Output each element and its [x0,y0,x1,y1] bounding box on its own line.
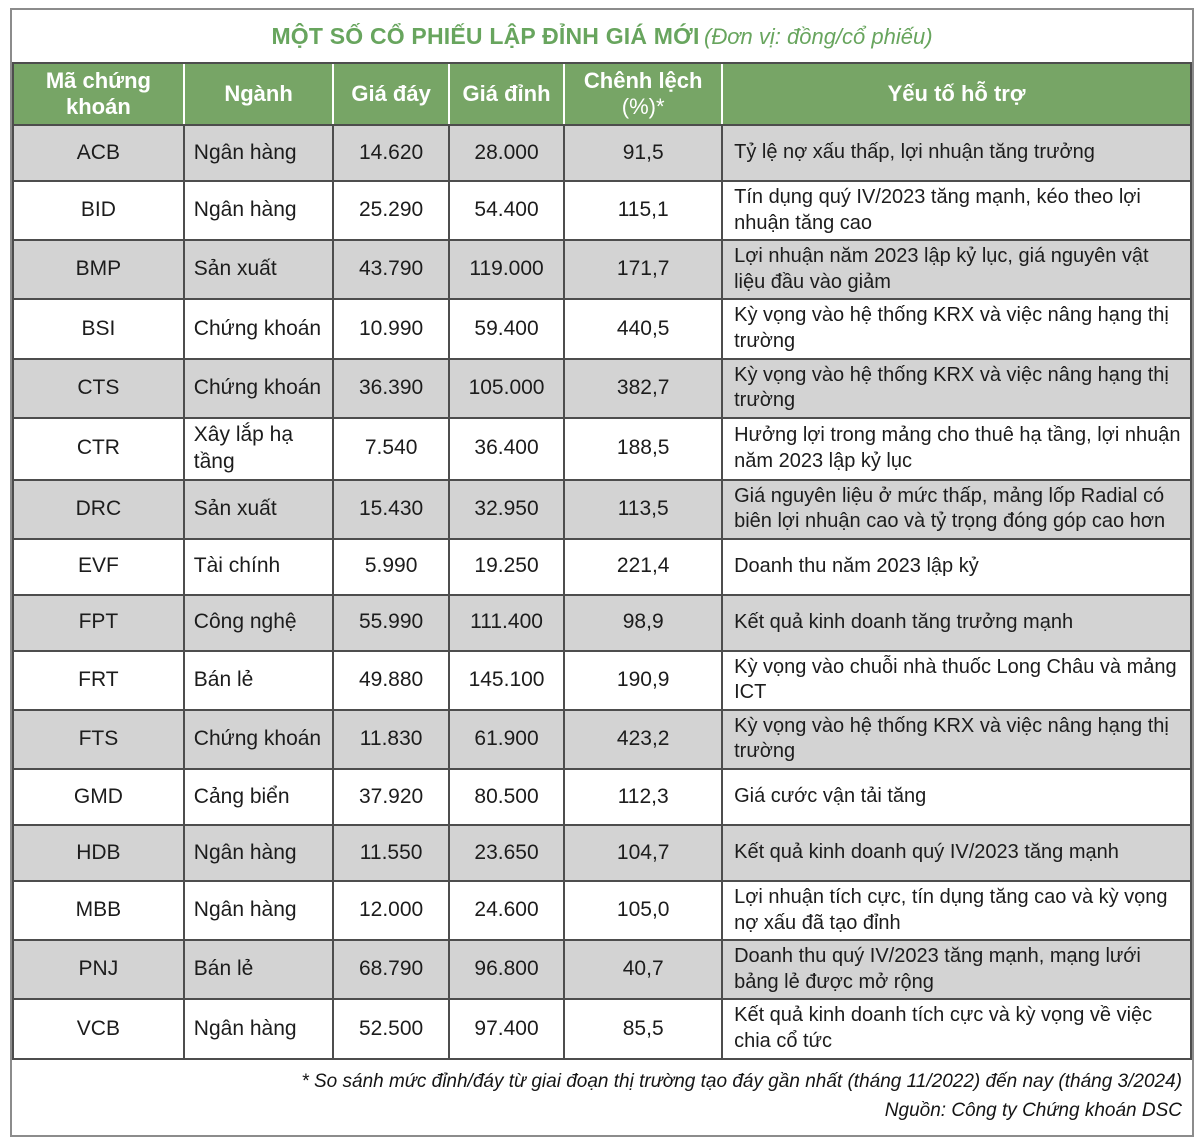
table-cell: 145.100 [449,651,564,710]
table-row [13,651,1191,710]
column-header-label: Giá đỉnh [462,81,551,106]
column-header [333,63,448,125]
table-cell: 115,1 [564,181,722,240]
table-cell: Tín dụng quý IV/2023 tăng mạnh, kéo theo lợi nhuận tăng cao [722,181,1191,240]
table-cell: Doanh thu quý IV/2023 tăng mạnh, mạng lưới bảng lẻ được mở rộng [722,940,1191,999]
table-row [13,181,1191,240]
table-cell: Ngân hàng [184,881,334,940]
table-row [13,539,1191,595]
table-cell: 52.500 [333,999,448,1058]
table-cell: 68.790 [333,940,448,999]
column-header [184,63,334,125]
unit-note-text: (Đơn vị: đồng/cổ phiếu) [704,24,933,49]
table-cell: 382,7 [564,359,722,418]
table-cell: 55.990 [333,595,448,651]
table-cell: 11.550 [333,825,448,881]
table-cell: Hưởng lợi trong mảng cho thuê hạ tầng, lợi nhuận năm 2023 lập kỷ lục [722,418,1191,480]
column-header [449,63,564,125]
table-cell: 32.950 [449,480,564,539]
table-cell: Kỳ vọng vào chuỗi nhà thuốc Long Châu và mảng ICT [722,651,1191,710]
column-header [722,63,1191,125]
table-cell: HDB [13,825,184,881]
table-cell: 14.620 [333,125,448,181]
table-cell: 15.430 [333,480,448,539]
table-cell: 7.540 [333,418,448,480]
table-cell: 91,5 [564,125,722,181]
table-cell: Kỳ vọng vào hệ thống KRX và việc nâng hạng thị trường [722,710,1191,769]
table-row [13,769,1191,825]
table-cell: CTS [13,359,184,418]
column-header [13,63,184,125]
table-cell: 188,5 [564,418,722,480]
table-footnote: * So sánh mức đỉnh/đáy từ giai đoạn thị trường tạo đáy gần nhất (tháng 11/2022) đến nay (tháng 3/2024) [301,1070,1182,1092]
table-cell: Ngân hàng [184,125,334,181]
table-cell: Kỳ vọng vào hệ thống KRX và việc nâng hạng thị trường [722,359,1191,418]
table-cell: Kết quả kinh doanh quý IV/2023 tăng mạnh [722,825,1191,881]
table-cell: 40,7 [564,940,722,999]
table-cell: 112,3 [564,769,722,825]
table-cell: Sản xuất [184,240,334,299]
table-row [13,825,1191,881]
column-header-note: (%)* [621,94,665,119]
table-cell: 10.990 [333,299,448,358]
table-cell: Tỷ lệ nợ xấu thấp, lợi nhuận tăng trưởng [722,125,1191,181]
table-cell: ACB [13,125,184,181]
table-cell: 171,7 [564,240,722,299]
column-header-label: Ngành [224,81,293,106]
table-cell: Doanh thu năm 2023 lập kỷ [722,539,1191,595]
table-row [13,418,1191,480]
table-cell: Cảng biển [184,769,334,825]
table-cell: 105.000 [449,359,564,418]
table-row [13,299,1191,358]
table-cell: 96.800 [449,940,564,999]
table-cell: FPT [13,595,184,651]
table-cell: 98,9 [564,595,722,651]
table-cell: Lợi nhuận năm 2023 lập kỷ lục, giá nguyên vật liệu đầu vào giảm [722,240,1191,299]
table-cell: 36.400 [449,418,564,480]
table-cell: VCB [13,999,184,1058]
table-body [13,125,1191,1059]
table-cell: 113,5 [564,480,722,539]
table-row [13,240,1191,299]
table-row [13,480,1191,539]
table-cell: Chứng khoán [184,359,334,418]
table-row [13,940,1191,999]
table-cell: Kết quả kinh doanh tích cực và kỳ vọng về việc chia cổ tức [722,999,1191,1058]
table-cell: 111.400 [449,595,564,651]
stock-table-panel [10,8,1194,1137]
table-cell: PNJ [13,940,184,999]
table-cell: Lợi nhuận tích cực, tín dụng tăng cao và kỳ vọng nợ xấu đã tạo đỉnh [722,881,1191,940]
table-cell: Giá cước vận tải tăng [722,769,1191,825]
table-cell: FRT [13,651,184,710]
column-header [564,63,722,125]
table-cell: 119.000 [449,240,564,299]
table-cell: GMD [13,769,184,825]
table-cell: 54.400 [449,181,564,240]
table-cell: 190,9 [564,651,722,710]
column-header-label: Yếu tố hỗ trợ [887,81,1026,106]
column-header-label: Mã chứng khoán [45,68,151,119]
table-cell: 85,5 [564,999,722,1058]
table-cell: 59.400 [449,299,564,358]
table-cell: 104,7 [564,825,722,881]
table-row [13,125,1191,181]
table-cell: Bán lẻ [184,651,334,710]
table-cell: 49.880 [333,651,448,710]
table-row [13,710,1191,769]
table-cell: MBB [13,881,184,940]
table-cell: 11.830 [333,710,448,769]
table-cell: Sản xuất [184,480,334,539]
table-title-text: MỘT SỐ CỔ PHIẾU LẬP ĐỈNH GIÁ MỚI [271,23,700,49]
table-cell: 5.990 [333,539,448,595]
table-cell: Ngân hàng [184,181,334,240]
table-cell: Bán lẻ [184,940,334,999]
column-header-label: Chênh lệch [583,68,703,93]
table-cell: 24.600 [449,881,564,940]
table-cell: BMP [13,240,184,299]
table-cell: 440,5 [564,299,722,358]
table-cell: DRC [13,480,184,539]
table-cell: 61.900 [449,710,564,769]
table-cell: 37.920 [333,769,448,825]
table-cell: 23.650 [449,825,564,881]
table-source: Nguồn: Công ty Chứng khoán DSC [884,1100,1182,1122]
table-cell: 28.000 [449,125,564,181]
table-cell: Kết quả kinh doanh tăng trưởng mạnh [722,595,1191,651]
column-header-label: Giá đáy [351,81,431,106]
table-cell: Ngân hàng [184,999,334,1058]
table-cell: FTS [13,710,184,769]
table-cell: EVF [13,539,184,595]
table-cell: Chứng khoán [184,710,334,769]
table-cell: 43.790 [333,240,448,299]
table-cell: Ngân hàng [184,825,334,881]
table-title [12,10,1192,62]
table-cell: 221,4 [564,539,722,595]
table-footer [12,1060,1192,1135]
table-cell: 36.390 [333,359,448,418]
table-cell: Công nghệ [184,595,334,651]
table-cell: 105,0 [564,881,722,940]
table-cell: 80.500 [449,769,564,825]
table-row [13,359,1191,418]
stocks-table [12,62,1192,1060]
table-cell: CTR [13,418,184,480]
table-cell: Kỳ vọng vào hệ thống KRX và việc nâng hạng thị trường [722,299,1191,358]
table-row [13,595,1191,651]
table-row [13,881,1191,940]
table-title-unit [704,24,933,49]
table-cell: 25.290 [333,181,448,240]
table-cell: 97.400 [449,999,564,1058]
table-cell: Xây lắp hạ tầng [184,418,334,480]
table-cell: BID [13,181,184,240]
table-cell: 12.000 [333,881,448,940]
table-cell: Tài chính [184,539,334,595]
table-cell: 423,2 [564,710,722,769]
table-row [13,999,1191,1058]
table-cell: Chứng khoán [184,299,334,358]
table-cell: 19.250 [449,539,564,595]
table-cell: BSI [13,299,184,358]
table-cell: Giá nguyên liệu ở mức thấp, mảng lốp Radial có biên lợi nhuận cao và tỷ trọng đóng góp cao hơn [722,480,1191,539]
table-header-row [13,63,1191,125]
